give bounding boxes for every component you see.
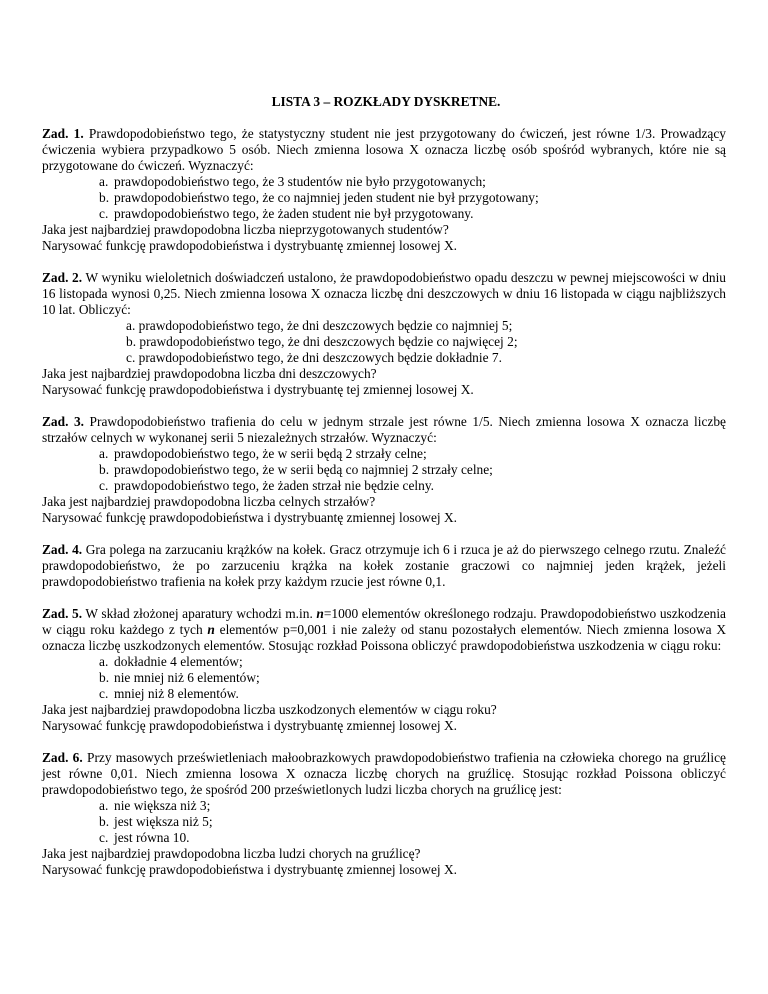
closing-question: Jaka jest najbardziej prawdopodobna liczba uszkodzonych elementów w ciągu roku? xyxy=(42,702,497,717)
closing-question: Jaka jest najbardziej prawdopodobna liczba ludzi chorych na gruźlicę? xyxy=(42,846,421,861)
problem-label: Zad. 2. xyxy=(42,270,83,285)
item-letter: c. xyxy=(99,206,109,221)
list-item xyxy=(42,206,726,222)
problem-text: Przy masowych prześwietleniach małoobrazkowych prawdopodobieństwo trafienia na człowieka chorego na gruźlicę jest równe 0,01. Niech zmienna losowa X oznacza liczbę chorych na gruźlicę. Stosując rozkład Poissona obliczyć prawdopodobieństwo tego, że spośród 200 prześwietlonych ludzi liczba chorych na gruźlicę jest: xyxy=(42,750,726,797)
closing-question: Jaka jest najbardziej prawdopodobna liczba dni deszczowych? xyxy=(42,366,377,381)
item-text: dokładnie 4 elementów; xyxy=(114,654,243,669)
problem-intro xyxy=(42,542,726,590)
problem-text: Gra polega na zarzucaniu krążków na kołek. Gracz otrzymuje ich 6 i rzuca je aż do pierwszego celnego rzutu. Znaleźć prawdopodobieństwo, że po zarzuceniu krążka na kołek zostanie graczowi co najmniej jeden krążek, jeżeli prawdopodobieństwo trafienia na kołek przy każdym rzucie jest równe 0,1. xyxy=(42,542,727,589)
list-item: b. prawdopodobieństwo tego, że dni deszczowych będzie co najwięcej 2; xyxy=(126,334,518,349)
page-title: LISTA 3 – ROZKŁADY DYSKRETNE. xyxy=(271,94,501,109)
problem-5 xyxy=(42,606,726,734)
list-item xyxy=(42,462,726,478)
list-item: a. prawdopodobieństwo tego, że dni deszczowych będzie co najmniej 5; xyxy=(126,318,513,333)
item-text: jest równa 10. xyxy=(114,830,190,845)
list-item xyxy=(42,670,726,686)
problem-2 xyxy=(42,270,726,398)
problem-text-part: elementów p=0,001 i nie zależy od stanu pozostałych elementów. Niech zmienna losowa X oznacza liczbę uszkodzonych elementów. Stosując rozkład Poissona obliczyć prawdopodobieństwa uszkodzenia w ciągu roku: xyxy=(42,622,726,653)
problem-label: Zad. 5. xyxy=(42,606,83,621)
list-item: c. prawdopodobieństwo tego, że dni deszczowych będzie dokładnie 7. xyxy=(126,350,502,365)
list-item xyxy=(42,830,726,846)
problem-intro xyxy=(42,126,726,174)
problem-intro xyxy=(42,270,726,318)
item-text: prawdopodobieństwo tego, że 3 studentów nie było przygotowanych; xyxy=(114,174,486,189)
problem-label: Zad. 6. xyxy=(42,750,83,765)
item-letter: c. xyxy=(99,686,109,701)
closing-question: Jaka jest najbardziej prawdopodobna liczba nieprzygotowanych studentów? xyxy=(42,222,449,237)
closing-instruction: Narysować funkcję prawdopodobieństwa i dystrybuantę tej zmiennej losowej X. xyxy=(42,382,474,397)
list-item xyxy=(42,190,726,206)
list-item xyxy=(42,798,726,814)
item-text: jest większa niż 5; xyxy=(114,814,213,829)
item-letter: c. xyxy=(99,830,109,845)
item-text: nie mniej niż 6 elementów; xyxy=(114,670,260,685)
list-item xyxy=(42,814,726,830)
item-text: prawdopodobieństwo tego, że w serii będą 2 strzały celne; xyxy=(114,446,427,461)
problem-text: W wyniku wieloletnich doświadczeń ustalono, że prawdopodobieństwo opadu deszczu w pewnej miejscowości w dniu 16 listopada wynosi 0,25. Niech zmienna losowa X oznacza liczbę dni deszczowych w dniu 16 listopada w ciągu najbliższych 10 lat. Obliczyć: xyxy=(42,270,727,317)
problem-intro xyxy=(42,414,726,446)
problem-6 xyxy=(42,750,726,878)
item-letter: b. xyxy=(99,814,110,829)
problem-text-part: W skład złożonej aparatury wchodzi m.in. xyxy=(85,606,317,621)
item-text: prawdopodobieństwo tego, że żaden student nie był przygotowany. xyxy=(114,206,474,221)
closing-instruction: Narysować funkcję prawdopodobieństwa i dystrybuantę zmiennej losowej X. xyxy=(42,718,457,733)
list-item xyxy=(42,686,726,702)
item-letter: a. xyxy=(99,798,109,813)
item-letter: b. xyxy=(99,462,110,477)
problem-text: Prawdopodobieństwo tego, że statystyczny student nie jest przygotowany do ćwiczeń, jest równe 1/3. Prowadzący ćwiczenia wybiera przypadkowo 5 osób. Niech zmienna losowa X oznacza liczbę osób spośród wybranych, które nie są przygotowane do ćwiczeń. Wyznaczyć: xyxy=(42,126,726,173)
sub-question-list xyxy=(42,446,726,494)
closing-instruction: Narysować funkcję prawdopodobieństwa i dystrybuantę zmiennej losowej X. xyxy=(42,862,457,877)
item-letter: a. xyxy=(99,654,109,669)
problem-label: Zad. 4. xyxy=(42,542,83,557)
list-item xyxy=(42,174,726,190)
closing-instruction: Narysować funkcję prawdopodobieństwa i dystrybuantę zmiennej losowej X. xyxy=(42,510,457,525)
sub-question-list xyxy=(42,654,726,702)
item-text: prawdopodobieństwo tego, że co najmniej jeden student nie był przygotowany; xyxy=(114,190,539,205)
sub-question-list xyxy=(42,174,726,222)
problem-3 xyxy=(42,414,726,526)
problem-label: Zad. 1. xyxy=(42,126,84,141)
item-letter: b. xyxy=(99,190,110,205)
problem-text: Prawdopodobieństwo trafienia do celu w jednym strzale jest równe 1/5. Niech zmienna losowa X oznacza liczbę strzałów celnych w wykonanej serii 5 niezależnych strzałów. Wyznaczyć: xyxy=(42,414,726,445)
variable-n: n xyxy=(316,606,324,621)
item-text: mniej niż 8 elementów. xyxy=(114,686,239,701)
item-letter: c. xyxy=(99,478,109,493)
item-letter: a. xyxy=(99,446,109,461)
item-text: nie większa niż 3; xyxy=(114,798,211,813)
closing-instruction: Narysować funkcję prawdopodobieństwa i dystrybuantę zmiennej losowej X. xyxy=(42,238,457,253)
problem-label: Zad. 3. xyxy=(42,414,84,429)
problem-intro xyxy=(42,750,726,798)
list-item xyxy=(42,446,726,462)
item-text: prawdopodobieństwo tego, że w serii będą co najmniej 2 strzały celne; xyxy=(114,462,493,477)
problem-4 xyxy=(42,542,726,590)
variable-n: n xyxy=(207,622,215,637)
list-item xyxy=(42,654,726,670)
item-letter: a. xyxy=(99,174,109,189)
sub-question-list xyxy=(42,318,726,366)
problem-intro xyxy=(42,606,726,654)
closing-question: Jaka jest najbardziej prawdopodobna liczba celnych strzałów? xyxy=(42,494,376,509)
list-item xyxy=(42,478,726,494)
sub-question-list xyxy=(42,798,726,846)
problem-text-part: =1000 elementów określonego rodzaju. Prawdopodobieństwo uszkodzenia w ciągu roku każdego z tych xyxy=(42,606,726,637)
problem-1 xyxy=(42,126,726,254)
item-text: prawdopodobieństwo tego, że żaden strzał nie będzie celny. xyxy=(114,478,435,493)
item-letter: b. xyxy=(99,670,110,685)
